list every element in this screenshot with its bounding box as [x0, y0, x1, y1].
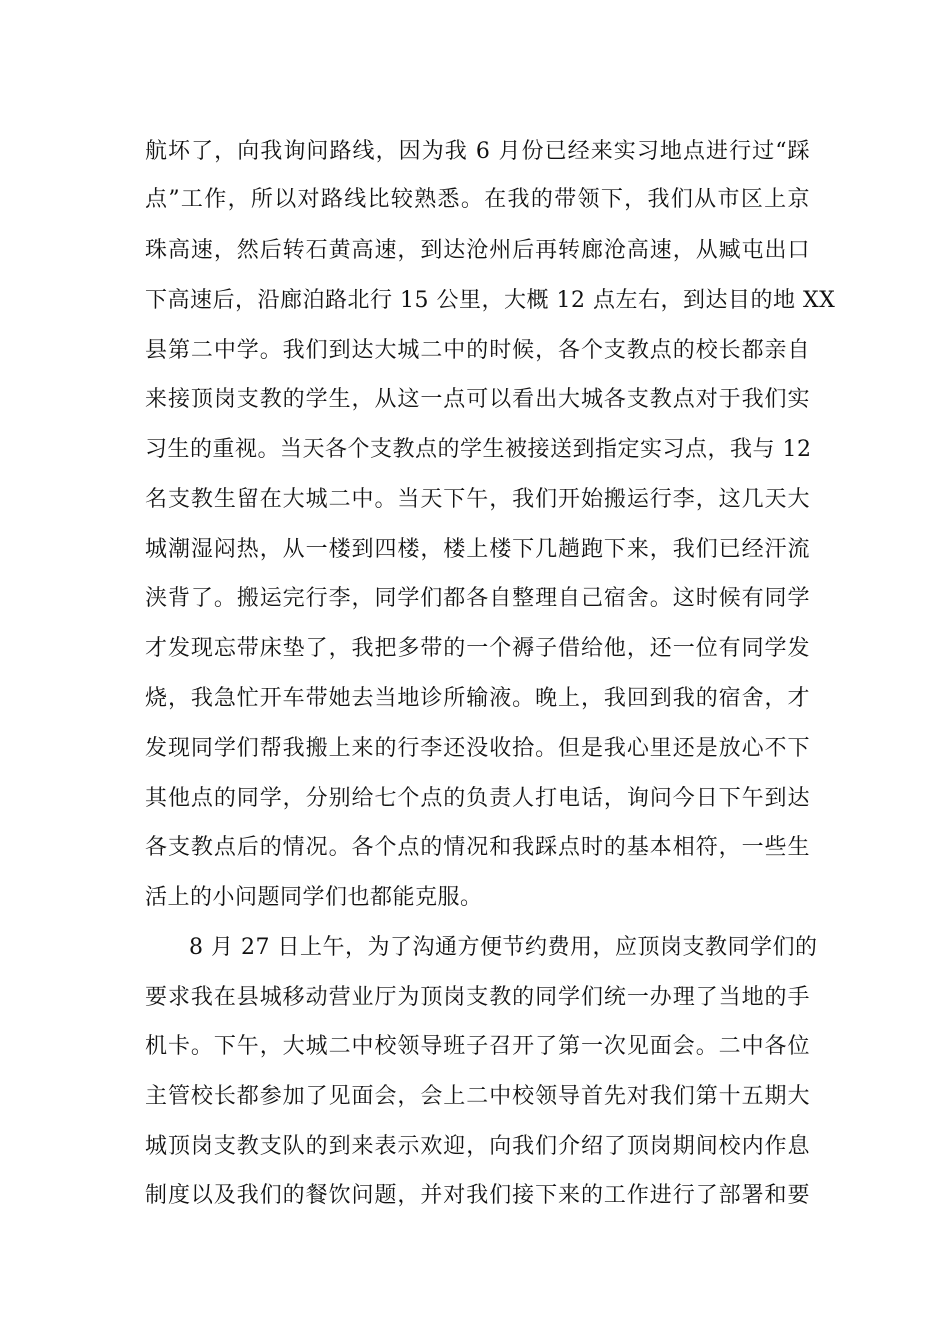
paragraph-line: 发现同学们帮我搬上来的行李还没收拾。但是我心里还是放心不下 [145, 736, 810, 761]
paragraph-line: 习生的重视。当天各个支教点的学生被接送到指定实习点，我与 12 [145, 437, 812, 462]
paragraph-line: 来接顶岗支教的学生，从这一点可以看出大城各支教点对于我们实 [145, 387, 810, 412]
paragraph-line: 浃背了。搬运完行李，同学们都各自整理自己宿舍。这时候有同学 [145, 586, 810, 611]
paragraph-line: 活上的小问题同学们也都能克服。 [145, 885, 483, 910]
paragraph-line: 点”工作，所以对路线比较熟悉。在我的带领下，我们从市区上京 [145, 187, 810, 212]
paragraph-line: 珠高速，然后转石黄高速，到达沧州后再转廊沧高速，从臧屯出口 [145, 238, 810, 263]
paragraph-line: 8 月 27 日上午，为了沟通方便节约费用，应顶岗支教同学们的 [189, 935, 818, 960]
paragraph-line: 航坏了，向我询问路线，因为我 6 月份已经来实习地点进行过“踩 [145, 139, 810, 164]
paragraph-line: 制度以及我们的餐饮问题，并对我们接下来的工作进行了部署和要 [145, 1183, 810, 1208]
paragraph-line: 主管校长都参加了见面会，会上二中校领导首先对我们第十五期大 [145, 1084, 810, 1109]
paragraph-line: 各支教点后的情况。各个点的情况和我踩点时的基本相符，一些生 [145, 835, 810, 860]
paragraph-line: 机卡。下午，大城二中校领导班子召开了第一次见面会。二中各位 [145, 1034, 810, 1059]
paragraph-line: 城顶岗支教支队的到来表示欢迎，向我们介绍了顶岗期间校内作息 [145, 1134, 810, 1159]
paragraph-line: 城潮湿闷热，从一楼到四楼，楼上楼下几趟跑下来，我们已经汗流 [145, 537, 810, 562]
paragraph-line: 其他点的同学，分别给七个点的负责人打电话，询问今日下午到达 [145, 786, 810, 811]
paragraph-line: 要求我在县城移动营业厅为顶岗支教的同学们统一办理了当地的手 [145, 985, 810, 1010]
paragraph-line: 才发现忘带床垫了，我把多带的一个褥子借给他，还一位有同学发 [145, 636, 810, 661]
paragraph-line: 县第二中学。我们到达大城二中的时候，各个支教点的校长都亲自 [145, 338, 810, 363]
paragraph-line: 烧，我急忙开车带她去当地诊所输液。晚上，我回到我的宿舍，才 [145, 686, 810, 711]
paragraph-line: 名支教生留在大城二中。当天下午，我们开始搬运行李，这几天大 [145, 487, 810, 512]
paragraph-line: 下高速后，沿廊泊路北行 15 公里，大概 12 点左右，到达目的地 XX [145, 288, 836, 313]
